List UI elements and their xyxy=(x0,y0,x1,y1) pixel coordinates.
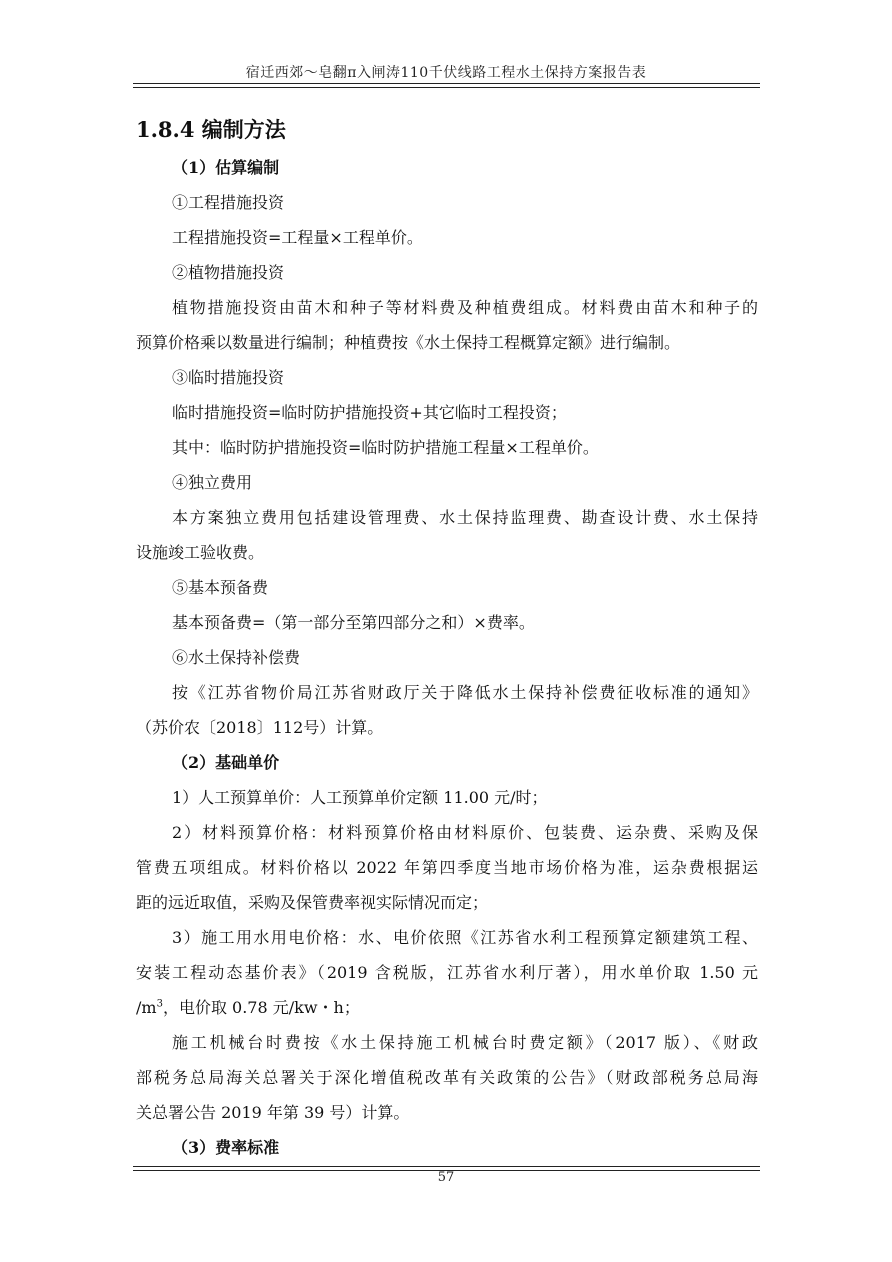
text-continuation: ，电价取 0.78 元/kw・h； xyxy=(162,998,360,1017)
text-line: ⑤基本预备费 xyxy=(172,578,269,597)
text-line: 基本预备费=（第一部分至第四部分之和）×费率。 xyxy=(172,613,535,632)
text-line: 本方案独立费用包括建设管理费、水土保持监理费、勘查设计费、水土保持 xyxy=(172,508,758,527)
page-number: 57 xyxy=(437,1170,455,1185)
text-line: 临时措施投资=临时防护措施投资+其它临时工程投资； xyxy=(172,403,567,422)
text-line: 3）施工用水用电价格：水、电价依照《江苏省水利工程预算定额建筑工程、 xyxy=(172,928,758,947)
text-line: 施工机械台时费按《水土保持施工机械台时费定额》（2017 版）、《财政 xyxy=(172,1033,758,1052)
text-line: 管费五项组成。材料价格以 2022 年第四季度当地市场价格为准，运杂费根据运 xyxy=(136,858,758,877)
text-line: 1）人工预算单价：人工预算单价定额 11.00 元/时； xyxy=(172,788,548,807)
text-line: 关总署公告 2019 年第 39 号）计算。 xyxy=(136,1103,410,1122)
paragraph-lines xyxy=(136,150,758,1165)
text-line: 预算价格乘以数量进行编制；种植费按《水土保持工程概算定额》进行编制。 xyxy=(136,333,681,352)
subsection-heading: （1）估算编制 xyxy=(172,158,280,177)
text-line: 按《江苏省物价局江苏省财政厅关于降低水土保持补偿费征收标准的通知》 xyxy=(172,683,758,702)
subsection-heading: （3）费率标准 xyxy=(172,1138,280,1157)
text-line: ⑥水土保持补偿费 xyxy=(172,648,301,667)
text-line: 工程措施投资=工程量×工程单价。 xyxy=(172,228,423,247)
text-line: 设施竣工验收费。 xyxy=(136,543,265,562)
text-line: ②植物措施投资 xyxy=(172,263,285,282)
text-line: 其中：临时防护措施投资=临时防护措施工程量×工程单价。 xyxy=(172,438,599,457)
text-line: 2）材料预算价格：材料预算价格由材料原价、包装费、运杂费、采购及保 xyxy=(172,823,758,842)
text-line: （苏价农〔2018〕112号）计算。 xyxy=(136,718,384,737)
text-line: 植物措施投资由苗木和种子等材料费及种植费组成。材料费由苗木和种子的 xyxy=(172,298,758,317)
unit-text: /m xyxy=(136,998,157,1017)
text-line: ③临时措施投资 xyxy=(172,368,285,387)
text-line: 距的远近取值，采购及保管费率视实际情况而定； xyxy=(136,893,489,912)
text-line: ④独立费用 xyxy=(172,473,253,492)
text-line: 部税务总局海关总署关于深化增值税改革有关政策的公告》（财政部税务总局海 xyxy=(136,1068,758,1087)
text-line: 安装工程动态基价表》（2019 含税版，江苏省水利厅著），用水单价取 1.50 元 xyxy=(136,963,758,982)
section-title: 1.8.4 编制方法 xyxy=(136,117,286,142)
superscript: 3 xyxy=(156,998,163,1010)
subsection-heading: （2）基础单价 xyxy=(172,753,280,772)
page-body xyxy=(136,100,758,1165)
text-line xyxy=(136,990,758,1025)
header-rule xyxy=(133,83,760,88)
running-header: 宿迁西郊～皂翻π入闸涛110千伏线路工程水土保持方案报告表 xyxy=(245,65,647,81)
text-line: ①工程措施投资 xyxy=(172,193,285,212)
